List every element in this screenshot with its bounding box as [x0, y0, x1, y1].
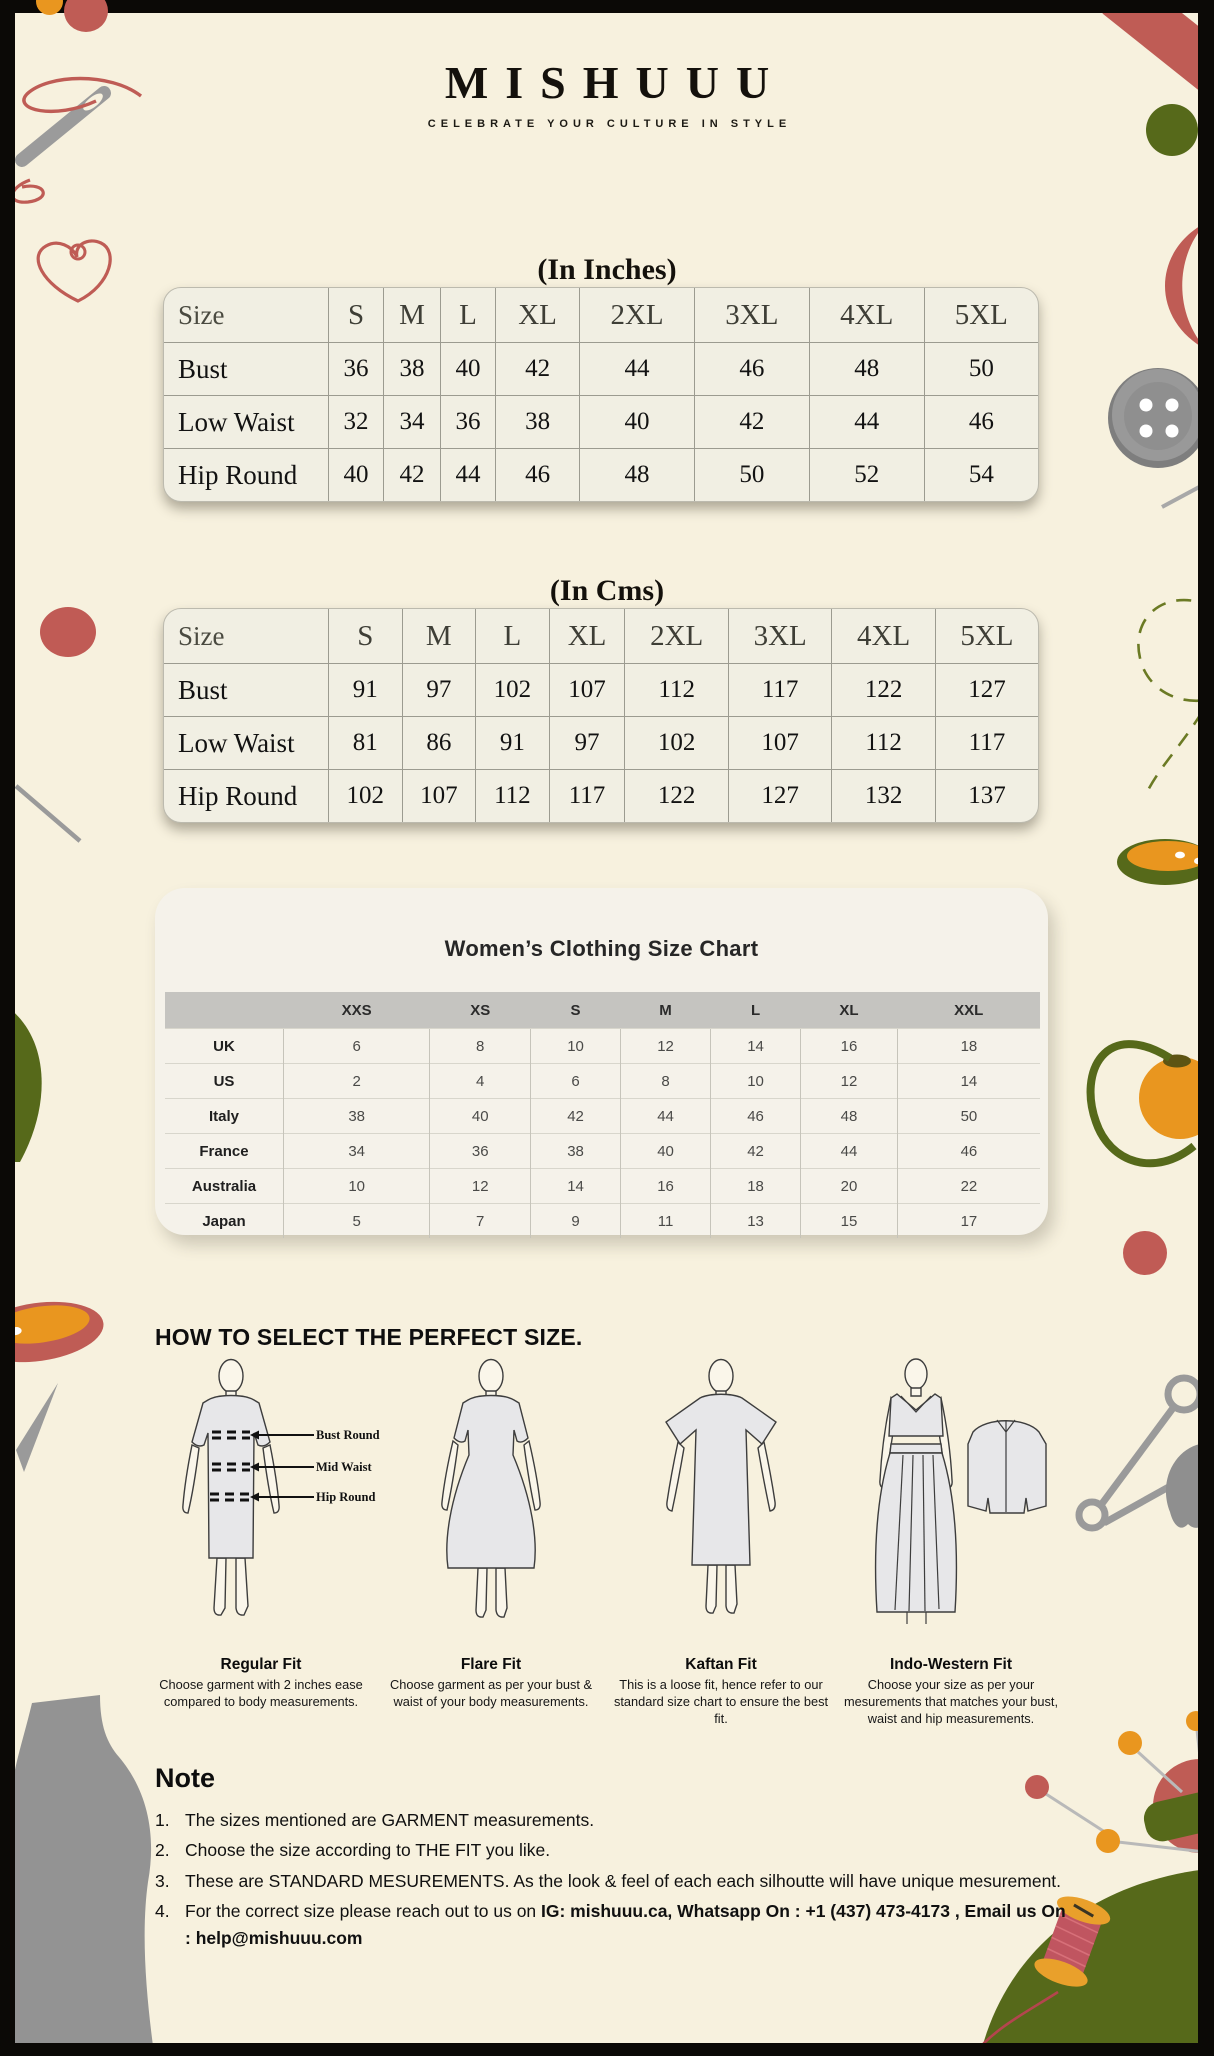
fit-description: Choose garment with 2 inches ease compared to body measurements. [159, 1677, 363, 1709]
size-value: 10 [531, 1029, 621, 1064]
size-value: 2 [284, 1064, 430, 1099]
size-value: 127 [728, 770, 831, 823]
kaftan-fit-illustration [616, 1350, 826, 1652]
column-header: 5XL [935, 609, 1038, 664]
size-value: 4 [430, 1064, 531, 1099]
size-value: 40 [621, 1134, 711, 1169]
size-value: 91 [329, 664, 403, 717]
size-value: 44 [621, 1099, 711, 1134]
size-value: 81 [329, 717, 403, 770]
size-value: 40 [430, 1099, 531, 1134]
size-value: 42 [496, 343, 580, 396]
size-value: 54 [924, 449, 1038, 502]
size-value: 107 [728, 717, 831, 770]
size-value: 46 [711, 1099, 801, 1134]
size-value: 137 [935, 770, 1038, 823]
brand-tagline: CELEBRATE YOUR CULTURE IN STYLE [427, 118, 792, 130]
size-value: 12 [430, 1169, 531, 1204]
size-value: 122 [625, 770, 728, 823]
column-header-label: Size [178, 620, 225, 651]
size-value: 132 [832, 770, 935, 823]
note-item [155, 1837, 1070, 1864]
size-value: 102 [476, 664, 550, 717]
note-item [155, 1868, 1070, 1895]
note-text: Choose the size according to THE FIT you like. [185, 1840, 551, 1861]
note-number: 4. [155, 1900, 170, 1921]
frame-top [0, 0, 1214, 13]
size-value: 40 [329, 449, 384, 502]
note-list [155, 1807, 1070, 1952]
column-header: S [531, 992, 621, 1029]
note-text: These are STANDARD MESUREMENTS. As the look & feel of each each silhoutte will have unique mesurement. [185, 1870, 1062, 1891]
size-value: 5 [284, 1204, 430, 1239]
size-value: 16 [801, 1029, 898, 1064]
indo-western-fit-illustration [841, 1350, 1061, 1652]
fit-title: Flare Fit [460, 1656, 522, 1673]
size-value: 42 [694, 396, 809, 449]
size-value: 102 [625, 717, 728, 770]
table-row [165, 1064, 1040, 1099]
row-label: Low Waist [164, 396, 329, 449]
hip-round-label: Hip Round [316, 1490, 376, 1504]
bust-round-label: Bust Round [316, 1428, 380, 1442]
size-value: 14 [897, 1064, 1040, 1099]
note-number: 2. [155, 1840, 170, 1861]
size-value: 38 [384, 343, 441, 396]
size-value: 17 [897, 1204, 1040, 1239]
how-to-heading: HOW TO SELECT THE PERFECT SIZE. [155, 1324, 583, 1351]
size-value: 22 [897, 1169, 1040, 1204]
size-value: 46 [694, 343, 809, 396]
size-value: 36 [440, 396, 495, 449]
table-row [164, 664, 1038, 717]
size-value: 48 [801, 1099, 898, 1134]
column-header: XL [549, 609, 625, 664]
size-value: 46 [897, 1134, 1040, 1169]
column-header: 4XL [809, 288, 924, 343]
size-value: 34 [284, 1134, 430, 1169]
column-header: 4XL [832, 609, 935, 664]
size-value: 40 [440, 343, 495, 396]
cms-title: (In Cms) [549, 573, 665, 607]
column-header: L [476, 609, 550, 664]
column-header: XXS [284, 992, 430, 1029]
size-value: 50 [694, 449, 809, 502]
size-value: 50 [897, 1099, 1040, 1134]
column-header-label: Size [178, 299, 225, 330]
size-value: 14 [711, 1029, 801, 1064]
size-value: 117 [549, 770, 625, 823]
note-text: The sizes mentioned are GARMENT measurements. [185, 1810, 595, 1830]
size-value: 10 [284, 1169, 430, 1204]
size-value: 102 [329, 770, 403, 823]
size-value: 44 [440, 449, 495, 502]
size-value: 12 [801, 1064, 898, 1099]
size-value: 42 [384, 449, 441, 502]
note-item [155, 1807, 1070, 1834]
row-label: Hip Round [164, 770, 329, 823]
frame-right [1198, 0, 1214, 2056]
note-heading: Note [155, 1763, 215, 1793]
row-label: Bust [164, 343, 329, 396]
row-label: Japan [165, 1204, 284, 1239]
size-value: 107 [549, 664, 625, 717]
row-label: Bust [164, 664, 329, 717]
size-value: 48 [809, 343, 924, 396]
column-header: 3XL [728, 609, 831, 664]
column-header: XS [430, 992, 531, 1029]
table-row [164, 717, 1038, 770]
size-value: 6 [284, 1029, 430, 1064]
frame-bottom [0, 2043, 1214, 2056]
size-value: 18 [711, 1169, 801, 1204]
size-value: 122 [832, 664, 935, 717]
size-value: 112 [476, 770, 550, 823]
table-row [164, 449, 1038, 502]
table-row [165, 1169, 1040, 1204]
column-header: L [440, 288, 495, 343]
size-value: 14 [531, 1169, 621, 1204]
size-value: 97 [549, 717, 625, 770]
size-value: 44 [580, 343, 695, 396]
note-section [155, 1763, 1070, 1955]
size-value: 117 [728, 664, 831, 717]
size-value: 117 [935, 717, 1038, 770]
size-value: 20 [801, 1169, 898, 1204]
table-row [164, 343, 1038, 396]
column-header: L [711, 992, 801, 1029]
column-header: XXL [897, 992, 1040, 1029]
column-header: 2XL [625, 609, 728, 664]
fit-description: This is a loose fit, hence refer to our standard size chart to ensure the best fit. [613, 1677, 829, 1726]
column-header: S [329, 288, 384, 343]
women-size-table [165, 992, 1040, 1238]
size-value: 11 [621, 1204, 711, 1239]
size-value: 32 [329, 396, 384, 449]
column-header: XL [801, 992, 898, 1029]
note-number: 3. [155, 1870, 170, 1891]
column-header: 5XL [924, 288, 1038, 343]
column-header: 2XL [580, 288, 695, 343]
size-value: 127 [935, 664, 1038, 717]
column-header-label [165, 992, 284, 1029]
fit-regular [146, 1350, 380, 1728]
size-value: 38 [284, 1099, 430, 1134]
row-label: France [165, 1134, 284, 1169]
table-row [165, 1029, 1040, 1064]
row-label: Low Waist [164, 717, 329, 770]
row-label: Australia [165, 1169, 284, 1204]
row-label: US [165, 1064, 284, 1099]
size-value: 46 [924, 396, 1038, 449]
size-value: 48 [580, 449, 695, 502]
cms-table [164, 609, 1038, 822]
size-value: 18 [897, 1029, 1040, 1064]
size-value: 36 [329, 343, 384, 396]
mid-waist-label: Mid Waist [316, 1460, 372, 1474]
fit-description: Choose garment as per your bust & waist of your body measurements. [389, 1677, 592, 1709]
column-header: S [329, 609, 403, 664]
inches-table [164, 288, 1038, 501]
brand-header [0, 56, 1214, 130]
size-value: 91 [476, 717, 550, 770]
fit-guide-row [146, 1350, 1066, 1728]
fit-title: Regular Fit [220, 1656, 302, 1673]
women-chart-title: Women’s Clothing Size Chart [444, 936, 759, 961]
size-value: 44 [801, 1134, 898, 1169]
note-number: 1. [155, 1810, 170, 1830]
note-item [155, 1898, 1070, 1953]
flare-fit-illustration [386, 1350, 596, 1652]
table-row [165, 1134, 1040, 1169]
size-value: 86 [402, 717, 476, 770]
size-value: 36 [430, 1134, 531, 1169]
fit-title: Indo-Western Fit [890, 1656, 1012, 1673]
size-value: 50 [924, 343, 1038, 396]
table-row [164, 770, 1038, 823]
size-value: 44 [809, 396, 924, 449]
frame-left [0, 0, 15, 2056]
size-value: 34 [384, 396, 441, 449]
table-row [165, 1204, 1040, 1239]
size-value: 38 [531, 1134, 621, 1169]
inches-title: (In Inches) [537, 252, 677, 286]
row-label: Hip Round [164, 449, 329, 502]
size-value: 15 [801, 1204, 898, 1239]
brand-logo: MISHUUU [444, 57, 787, 108]
size-value: 8 [621, 1064, 711, 1099]
size-value: 40 [580, 396, 695, 449]
size-value: 10 [711, 1064, 801, 1099]
cms-table-card [163, 608, 1039, 823]
size-value: 42 [531, 1099, 621, 1134]
size-value: 112 [625, 664, 728, 717]
size-value: 13 [711, 1204, 801, 1239]
women-size-chart-card [155, 888, 1048, 1235]
table-row [164, 396, 1038, 449]
table-row [165, 1099, 1040, 1134]
size-value: 42 [711, 1134, 801, 1169]
row-label: Italy [165, 1099, 284, 1134]
fit-description: Choose your size as per your mesurements that matches your bust, waist and hip measurements. [843, 1677, 1059, 1726]
size-value: 52 [809, 449, 924, 502]
size-value: 46 [496, 449, 580, 502]
size-value: 12 [621, 1029, 711, 1064]
size-value: 9 [531, 1204, 621, 1239]
size-value: 7 [430, 1204, 531, 1239]
fit-flare [376, 1350, 606, 1728]
column-header: XL [496, 288, 580, 343]
size-value: 38 [496, 396, 580, 449]
size-value: 97 [402, 664, 476, 717]
note-text: For the correct size please reach out to us on IG: mishuuu.ca, Whatsapp On : +1 (437) 473-4173 , Email us On : help@mishuuu.com [185, 1900, 1066, 1949]
fit-title: Kaftan Fit [685, 1656, 757, 1673]
column-header: M [621, 992, 711, 1029]
size-value: 6 [531, 1064, 621, 1099]
size-value: 8 [430, 1029, 531, 1064]
column-header: M [402, 609, 476, 664]
column-header: M [384, 288, 441, 343]
fit-kaftan [606, 1350, 836, 1728]
row-label: UK [165, 1029, 284, 1064]
contact-info: IG: mishuuu.ca, Whatsapp On : +1 (437) 473-4173 , Email us On : help@mishuuu.com [185, 1900, 1066, 1949]
size-value: 112 [832, 717, 935, 770]
size-value: 16 [621, 1169, 711, 1204]
inches-table-card [163, 287, 1039, 502]
fit-indo-western [836, 1350, 1066, 1728]
size-value: 107 [402, 770, 476, 823]
column-header: 3XL [694, 288, 809, 343]
